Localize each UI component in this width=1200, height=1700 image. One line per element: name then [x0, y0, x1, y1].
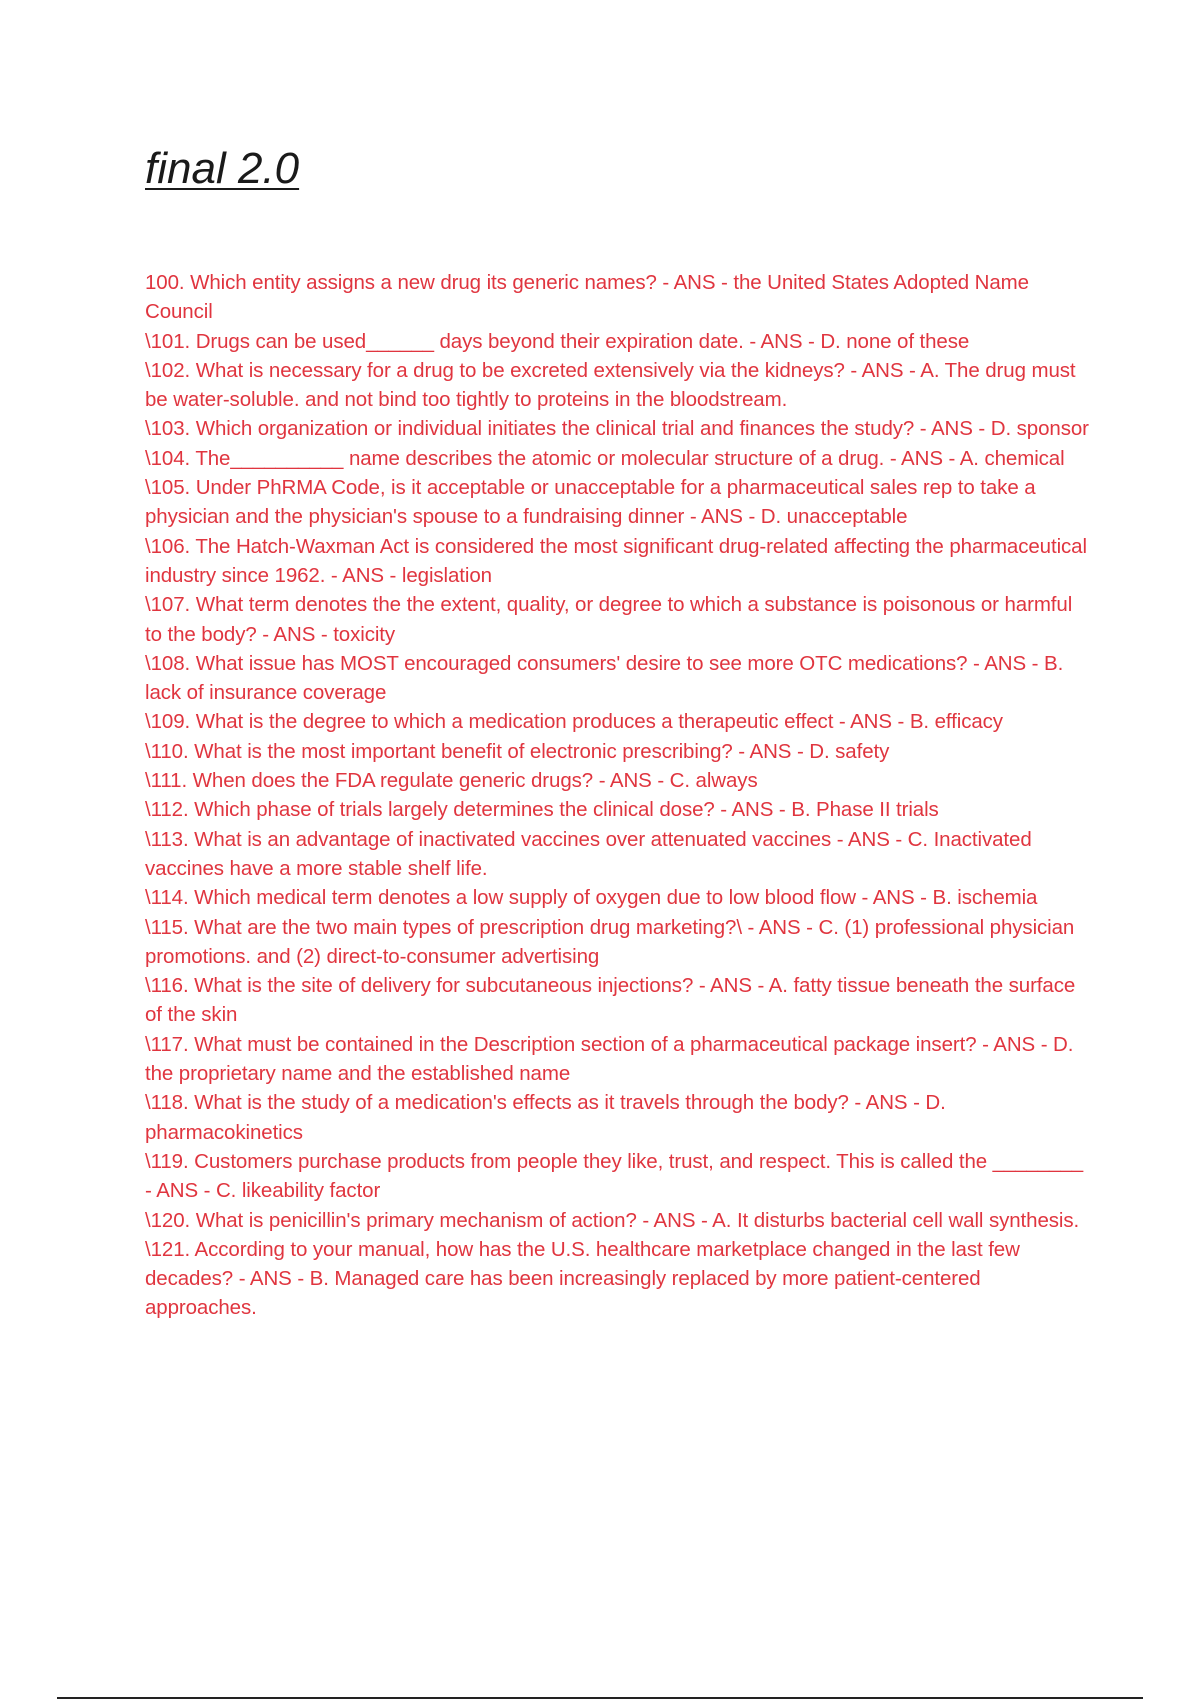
qa-item: \102. What is necessary for a drug to be excreted extensively via the kidneys? - ANS - A. The drug must be water-soluble. and not bind too tightly to proteins in the bloodstream. [145, 358, 1076, 412]
qa-item: \110. What is the most important benefit of electronic prescribing? - ANS - D. safety [145, 739, 890, 763]
qa-list [145, 268, 1090, 1323]
qa-item: \118. What is the study of a medication's effects as it travels through the body? - ANS - D. pharmacokinetics [145, 1091, 946, 1144]
qa-item: \111. When does the FDA regulate generic drugs? - ANS - C. always [145, 769, 758, 793]
qa-item: \106. The Hatch-Waxman Act is considered the most significant drug-related affecting the pharmaceutical industry since 1962. - ANS - legislation [145, 534, 1087, 587]
page-title: final 2.0 [145, 144, 300, 193]
qa-item: \115. What are the two main types of prescription drug marketing?\ - ANS - C. (1) professional physician promotions. and (2) direct-to-consumer advertising [145, 915, 1075, 968]
qa-item: \121. According to your manual, how has the U.S. healthcare marketplace changed in the last few decades? - ANS - B. Managed care has been increasingly replaced by more patient-centered approaches. [145, 1237, 1020, 1320]
qa-item: \119. Customers purchase products from people they like, trust, and respect. This is called the ________ - ANS - C. likeability factor [145, 1149, 1084, 1203]
qa-item: \116. What is the site of delivery for subcutaneous injections? - ANS - A. fatty tissue beneath the surface of the skin [145, 974, 1076, 1027]
qa-item: \109. What is the degree to which a medication produces a therapeutic effect - ANS - B. efficacy [145, 710, 1003, 734]
qa-item: \108. What issue has MOST encouraged consumers' desire to see more OTC medications? - ANS - B. lack of insurance coverage [145, 651, 1064, 705]
qa-item: \114. Which medical term denotes a low supply of oxygen due to low blood flow - ANS - B. ischemia [145, 886, 1038, 910]
qa-item: \101. Drugs can be used______ days beyond their expiration date. - ANS - D. none of these [145, 329, 970, 353]
page-bottom-divider [57, 1697, 1143, 1699]
qa-item: \104. The__________ name describes the atomic or molecular structure of a drug. - ANS - A. chemical [145, 446, 1065, 470]
qa-item: \105. Under PhRMA Code, is it acceptable or unacceptable for a pharmaceutical sales rep to take a physician and the physician's spouse to a fundraising dinner - ANS - D. unacceptable [145, 476, 1036, 529]
qa-item: 100. Which entity assigns a new drug its generic names? - ANS - the United States Adopted Name Council [145, 271, 1029, 324]
qa-item: \107. What term denotes the the extent, quality, or degree to which a substance is poisonous or harmful to the body? - ANS - toxicity [145, 593, 1073, 646]
qa-item: \113. What is an advantage of inactivated vaccines over attenuated vaccines - ANS - C. Inactivated vaccines have a more stable shelf life. [145, 827, 1032, 880]
qa-item: \103. Which organization or individual initiates the clinical trial and finances the study? - ANS - D. sponsor [145, 417, 1089, 441]
qa-item: \117. What must be contained in the Description section of a pharmaceutical package insert? - ANS - D. the proprietary name and the established name [145, 1032, 1074, 1086]
qa-item: \120. What is penicillin's primary mechanism of action? - ANS - A. It disturbs bacterial cell wall synthesis. [145, 1208, 1080, 1232]
qa-item: \112. Which phase of trials largely determines the clinical dose? - ANS - B. Phase II trials [145, 798, 939, 822]
